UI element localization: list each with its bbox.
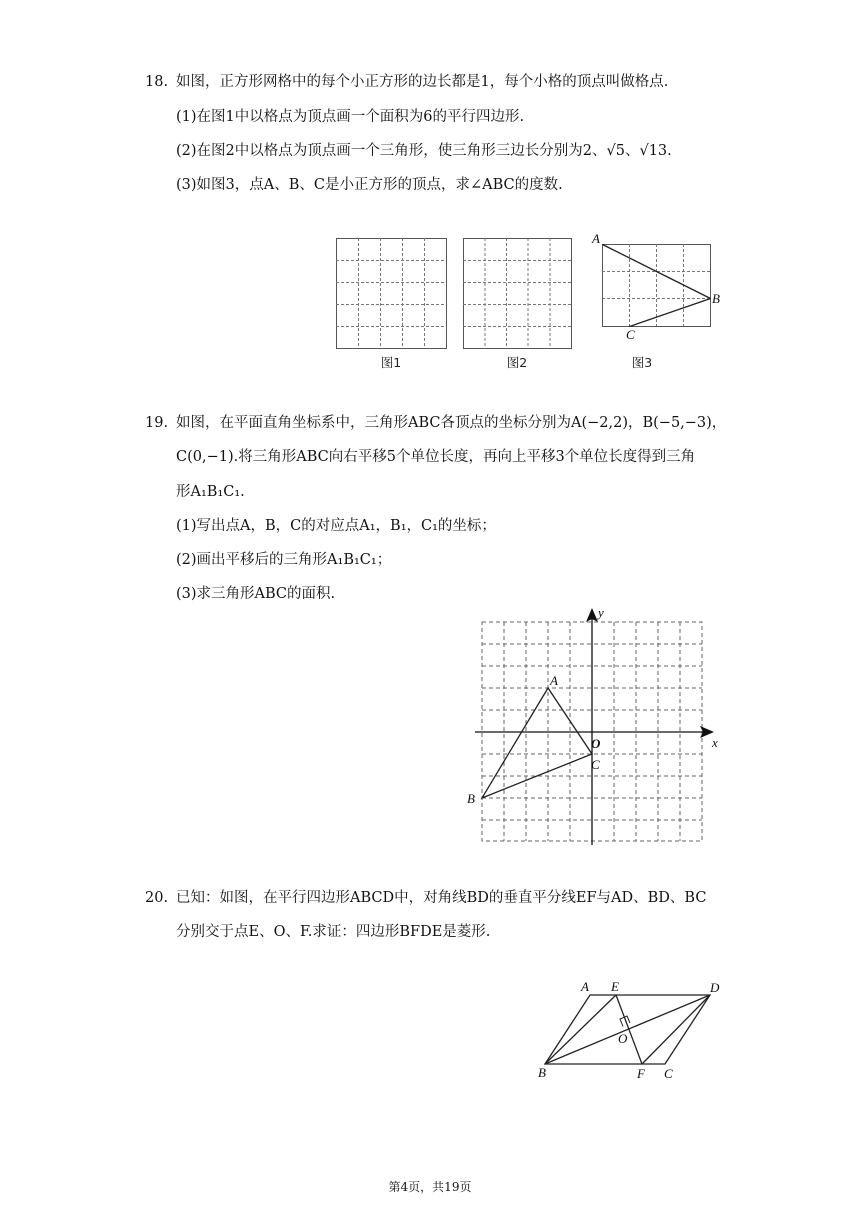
q18-figure1-grid — [336, 238, 448, 378]
q20-diagonal-bd — [545, 995, 710, 1064]
q20-label-a: A — [581, 979, 589, 994]
q20-segment-be — [545, 995, 616, 1064]
q19-label-c: C — [591, 757, 600, 772]
q18-fig2-caption: 图2 — [506, 355, 528, 370]
q18-figure3 — [590, 230, 730, 378]
q20-label-o: O — [618, 1031, 628, 1046]
q19-coordinate-figure — [460, 605, 730, 845]
q20-label-f: F — [637, 1066, 645, 1081]
q18-part2: (2)在图2中以格点为顶点画一个三角形，使三角形三边长分别为2、√5、√13. — [176, 143, 672, 159]
q18-fig3-label-c: C — [626, 327, 635, 342]
q19-number: 19. — [145, 415, 169, 431]
q18-figure2-grid — [463, 238, 575, 378]
q18-fig3-caption: 图3 — [631, 355, 653, 370]
q19-line3: 形A₁B₁C₁. — [176, 484, 245, 500]
q18-fig3-label-a: A — [592, 231, 600, 246]
q20-line2: 分别交于点E、O、F.求证：四边形BFDE是菱形. — [176, 924, 491, 940]
q19-line2: C(0,−1).将三角形ABC向右平移5个单位长度，再向上平移3个单位长度得到三角 — [176, 449, 696, 465]
q19-line1: 如图，在平面直角坐标系中，三角形ABC各顶点的坐标分别为A(−2,2)，B(−5,−3)， — [176, 415, 727, 431]
q19-label-a: A — [550, 673, 558, 688]
q20-segment-df — [642, 995, 710, 1064]
q20-label-e: E — [611, 979, 619, 994]
q20-segment-ef — [616, 995, 642, 1064]
q19-label-b: B — [467, 791, 475, 806]
q19-label-x: x — [712, 735, 718, 750]
q19-label-o: O — [591, 736, 601, 751]
q18-part3: (3)如图3，点A、B、C是小正方形的顶点，求∠ABC的度数. — [176, 177, 563, 193]
q18-fig3-label-b: B — [712, 291, 720, 306]
q20-parallelogram-figure — [530, 975, 740, 1085]
q20-label-c: C — [664, 1066, 673, 1081]
q20-label-d: D — [710, 980, 720, 995]
q19-label-y: y — [598, 605, 604, 620]
q19-part2: (2)画出平移后的三角形A₁B₁C₁； — [176, 552, 392, 568]
q20-number: 20. — [145, 890, 169, 906]
q18-part1: (1)在图1中以格点为顶点画一个面积为6的平行四边形. — [176, 109, 525, 125]
q20-label-b: B — [538, 1065, 546, 1080]
q19-part3: (3)求三角形ABC的面积. — [176, 586, 336, 602]
q18-fig1-caption: 图1 — [380, 355, 402, 370]
q18-number: 18. — [145, 74, 169, 90]
q19-triangle-abc — [482, 688, 592, 798]
page-footer: 第4页，共19页 — [388, 1180, 472, 1194]
q18-stem: 如图，正方形网格中的每个小正方形的边长都是1，每个小格的顶点叫做格点. — [176, 74, 669, 90]
q18-fig3-segment-cb — [630, 299, 711, 327]
q19-part1: (1)写出点A，B，C的对应点A₁，B₁，C₁的坐标； — [176, 518, 496, 534]
q20-line1: 已知：如图，在平行四边形ABCD中，对角线BD的垂直平分线EF与AD、BD、BC — [176, 890, 707, 906]
